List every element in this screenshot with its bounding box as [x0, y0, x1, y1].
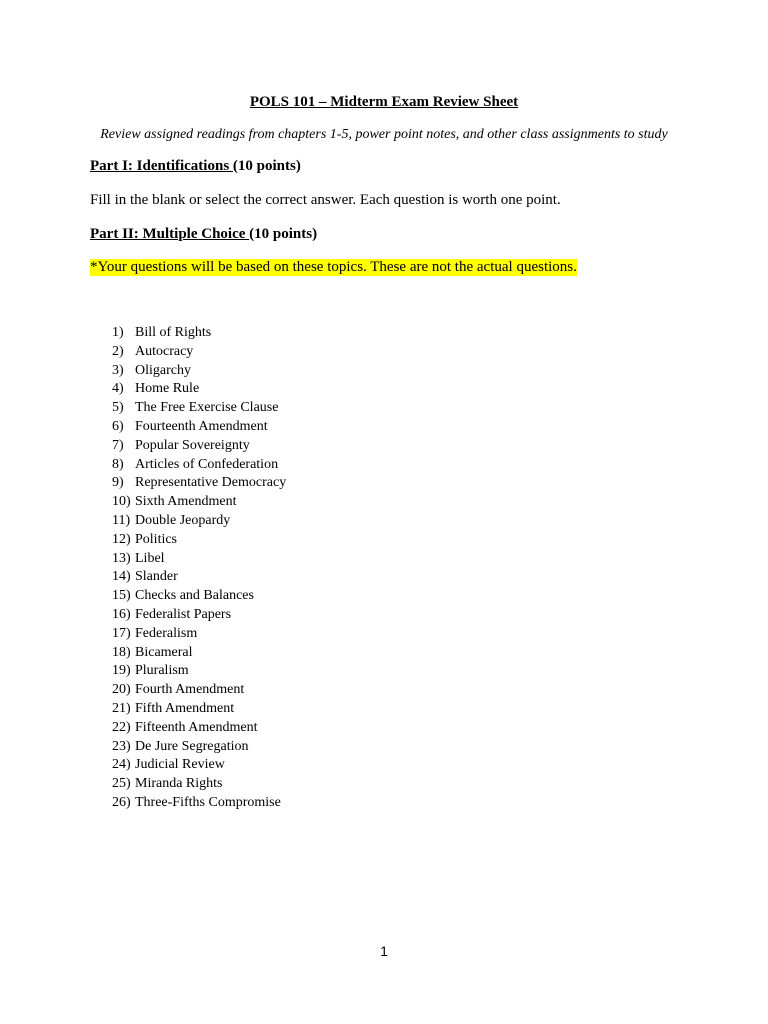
part1-heading-text: Part I: Identifications: [90, 158, 233, 174]
list-item: [112, 399, 286, 418]
list-item-text: Popular Sovereignty: [135, 437, 250, 453]
list-item-text: Articles of Confederation: [135, 456, 279, 472]
list-item-number: 26): [112, 794, 131, 810]
list-item-text: Home Rule: [135, 381, 200, 397]
list-item-number: 18): [112, 644, 131, 660]
list-item-number: 13): [112, 550, 131, 566]
list-item: [112, 644, 286, 663]
list-item-number: 16): [112, 606, 131, 622]
list-item-number: 1): [112, 325, 124, 340]
list-item-text: Pluralism: [135, 663, 189, 679]
list-item-text: Three-Fifths Compromise: [135, 794, 281, 810]
page-number: 1: [380, 943, 388, 959]
part1-heading: [90, 158, 301, 175]
list-item-text: Federalism: [135, 625, 198, 641]
list-item-text: Autocracy: [135, 343, 194, 359]
list-item: [112, 493, 286, 512]
list-item-text: Libel: [135, 550, 165, 566]
part2-heading-text: Part II: Multiple Choice: [90, 226, 250, 242]
part2-points: (10 points): [249, 226, 318, 242]
list-item-number: 20): [112, 682, 131, 698]
list-item: [112, 531, 286, 550]
list-item: [112, 380, 286, 399]
part1-instructions: Fill in the blank or select the correct answer. Each question is worth one point.: [90, 192, 561, 208]
list-item-text: The Free Exercise Clause: [135, 400, 279, 416]
list-item-number: 21): [112, 700, 131, 716]
list-item: [112, 362, 286, 381]
list-item: [112, 700, 286, 719]
list-item: [112, 794, 286, 813]
page-title: POLS 101 – Midterm Exam Review Sheet: [249, 94, 519, 110]
list-item-number: 19): [112, 663, 131, 679]
list-item-text: Checks and Balances: [135, 588, 254, 604]
list-item: [112, 437, 286, 456]
list-item: [112, 568, 286, 587]
list-item: [112, 474, 286, 493]
list-item-number: 8): [112, 456, 124, 472]
list-item-number: 12): [112, 531, 131, 547]
list-item-text: Fifth Amendment: [135, 700, 235, 716]
list-item-number: 17): [112, 625, 131, 641]
list-item: [112, 738, 286, 757]
list-item-text: Politics: [135, 531, 178, 547]
list-item-number: 23): [112, 738, 131, 754]
list-item-number: 7): [112, 437, 124, 453]
list-item-number: 15): [112, 588, 131, 604]
list-item-text: De Jure Segregation: [135, 738, 249, 754]
part1-points: (10 points): [232, 158, 301, 174]
list-item-text: Fifteenth Amendment: [135, 719, 258, 735]
list-item-number: 3): [112, 362, 124, 378]
list-item-number: 4): [112, 381, 124, 397]
list-item-text: Representative Democracy: [135, 475, 287, 491]
list-item-number: 10): [112, 494, 131, 510]
list-item-text: Bill of Rights: [135, 325, 212, 340]
list-item: [112, 625, 286, 644]
part2-heading: [90, 226, 317, 243]
list-item-number: 24): [112, 757, 131, 773]
list-item-text: Sixth Amendment: [135, 494, 237, 510]
list-item: [112, 343, 286, 362]
list-item-text: Bicameral: [135, 644, 193, 660]
list-item-text: Miranda Rights: [135, 776, 223, 792]
highlighted-note: *Your questions will be based on these topics. These are not the actual questions.: [90, 259, 577, 275]
list-item-text: Federalist Papers: [135, 606, 232, 622]
list-item-text: Double Jeopardy: [135, 512, 231, 528]
list-item: [112, 719, 286, 738]
list-item: [112, 550, 286, 569]
subtitle: Review assigned readings from chapters 1-5, power point notes, and other class assignments to study: [100, 127, 668, 142]
list-item-number: 6): [112, 418, 124, 434]
list-item: [112, 418, 286, 437]
list-item: [112, 662, 286, 681]
list-item-number: 9): [112, 475, 124, 491]
list-item-number: 25): [112, 776, 131, 792]
list-item: [112, 756, 286, 775]
list-item: [112, 775, 286, 794]
list-item-number: 22): [112, 719, 131, 735]
topics-list: [112, 324, 286, 813]
list-item: [112, 512, 286, 531]
list-item-number: 11): [112, 512, 131, 528]
list-item: [112, 606, 286, 625]
list-item-number: 5): [112, 400, 124, 416]
list-item-number: 2): [112, 343, 124, 359]
list-item-text: Fourteenth Amendment: [135, 418, 268, 434]
list-item-text: Fourth Amendment: [135, 682, 245, 698]
list-item-text: Oligarchy: [135, 362, 191, 378]
list-item: [112, 456, 286, 475]
list-item: [112, 681, 286, 700]
list-item-text: Judicial Review: [135, 757, 225, 773]
list-item-number: 14): [112, 569, 131, 585]
list-item-text: Slander: [135, 569, 178, 585]
list-item: [112, 324, 286, 343]
list-item: [112, 587, 286, 606]
